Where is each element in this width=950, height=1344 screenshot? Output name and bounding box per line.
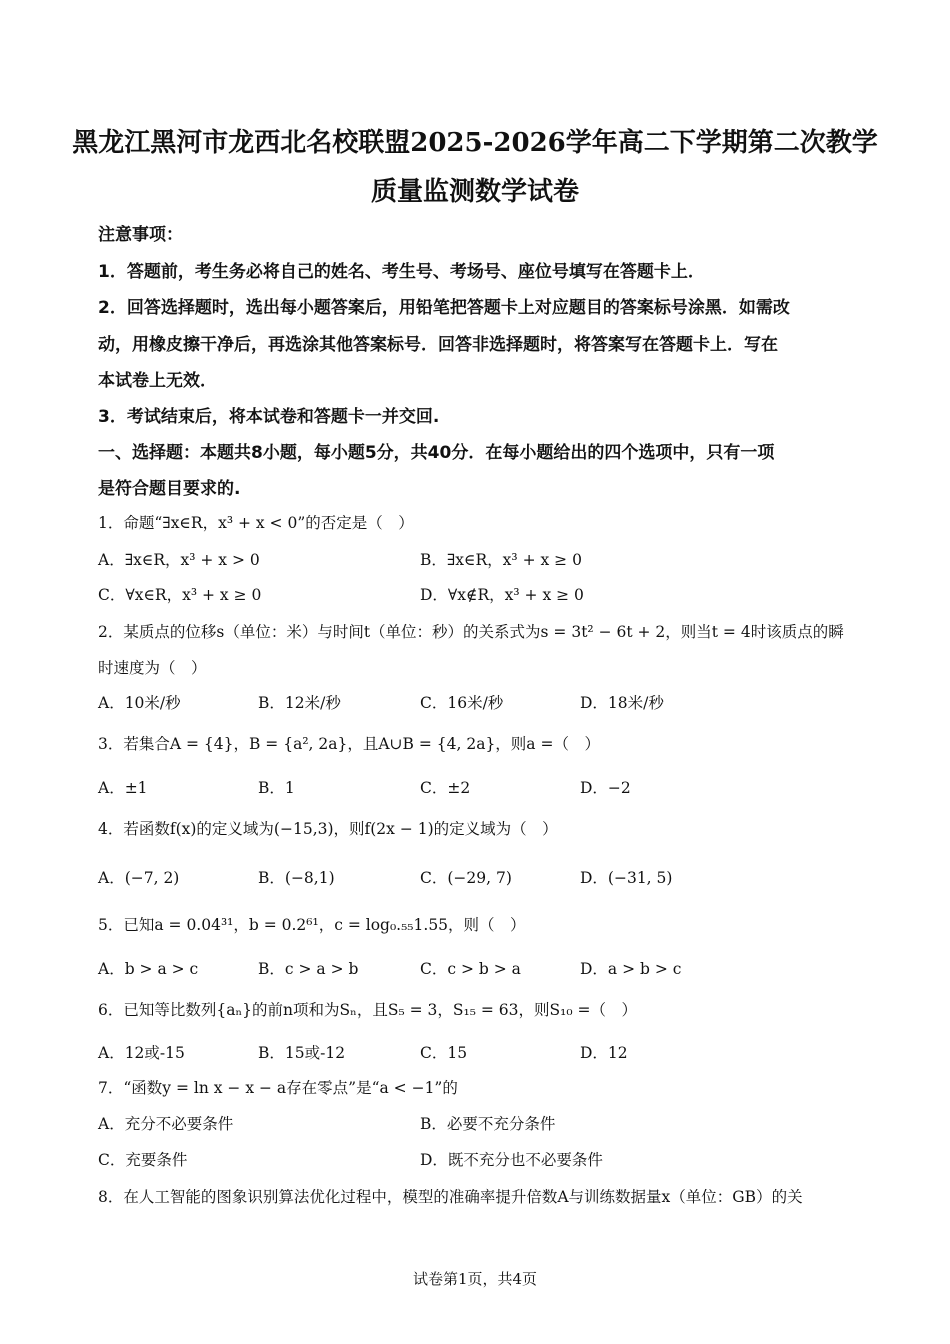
option-c: C．c > b > a [420,960,521,978]
question-stem: 6．已知等比数列{aₙ}的前n项和为Sₙ，且S₅ = 3，S₁₅ = 63，则S₁₀ =（ ） [98,1001,637,1019]
notice-line: 3．考试结束后，将本试卷和答题卡一并交回. [98,407,440,427]
option-c: C．充要条件 [98,1151,188,1169]
section-heading-cont: 是符合题目要求的. [98,479,241,499]
option-b: B．1 [258,779,295,797]
section-heading: 一、选择题：本题共8小题，每小题5分，共40分．在每小题给出的四个选项中，只有一项 [98,443,775,463]
option-b: B．15或-12 [258,1044,346,1062]
option-d: D．a > b > c [580,960,682,978]
notice-line: 本试卷上无效． [98,371,217,391]
option-c: C．(−29, 7) [420,869,512,887]
notice-line: 动，用橡皮擦干净后，再选涂其他答案标号．回答非选择题时，将答案写在答题卡上．写在 [98,335,778,355]
option-b: B．必要不充分条件 [420,1115,556,1133]
option-b: B．∃x∈R，x³ + x ≥ 0 [420,551,582,569]
option-b: B．(−8,1) [258,869,335,887]
question-stem: 4．若函数f(x)的定义域为(−15,3)，则f(2x − 1)的定义域为（ ） [98,820,558,838]
question-stem-cont: 时速度为（ ） [98,659,207,677]
question-stem: 8．在人工智能的图象识别算法优化过程中，模型的准确率提升倍数A与训练数据量x（单位：GB）的关 [98,1188,803,1206]
notice-line: 1．答题前，考生务必将自己的姓名、考生号、考场号、座位号填写在答题卡上． [98,262,705,282]
exam-title-line1: 黑龙江黑河市龙西北名校联盟2025-2026学年高二下学期第二次教学 [72,128,878,158]
option-a: A．12或-15 [98,1044,185,1062]
option-b: B．12米/秒 [258,694,341,712]
option-b: B．c > a > b [258,960,359,978]
option-d: D．−2 [580,779,631,797]
page-footer: 试卷第1页，共4页 [412,1270,538,1288]
question-stem: 1．命题“∃x∈R，x³ + x < 0”的否定是（ ） [98,514,414,532]
option-d: D．12 [580,1044,628,1062]
notice-line: 2．回答选择题时，选出每小题答案后，用铅笔把答题卡上对应题目的答案标号涂黑．如需改 [98,298,790,318]
option-a: A．10米/秒 [98,694,181,712]
option-a: A．±1 [98,779,148,797]
question-stem: 5．已知a = 0.04³¹，b = 0.2⁶¹，c = log₀.₅₅1.55，则（ ） [98,916,526,934]
option-d: D．18米/秒 [580,694,664,712]
option-a: A．∃x∈R，x³ + x > 0 [98,551,260,569]
notice-heading: 注意事项： [98,225,183,245]
exam-title-line2: 质量监测数学试卷 [370,177,579,207]
option-c: C．16米/秒 [420,694,504,712]
option-a: A．(−7, 2) [98,869,180,887]
question-stem: 3．若集合A = {4}，B = {a², 2a}，且A∪B = {4, 2a}，则a =（ ） [98,735,600,753]
option-c: C．∀x∈R，x³ + x ≥ 0 [98,586,262,604]
option-c: C．±2 [420,779,471,797]
question-stem: 7．“函数y = ln x − x − a存在零点”是“a < −1”的 [98,1079,458,1097]
option-c: C．15 [420,1044,468,1062]
question-stem: 2．某质点的位移s（单位：米）与时间t（单位：秒）的关系式为s = 3t² − 6t + 2，则当t = 4时该质点的瞬 [98,623,844,641]
option-a: A．b > a > c [98,960,199,978]
option-a: A．充分不必要条件 [98,1115,234,1133]
option-d: D．既不充分也不必要条件 [420,1151,603,1169]
option-d: D．(−31, 5) [580,869,673,887]
option-d: D．∀x∉R，x³ + x ≥ 0 [420,586,584,604]
